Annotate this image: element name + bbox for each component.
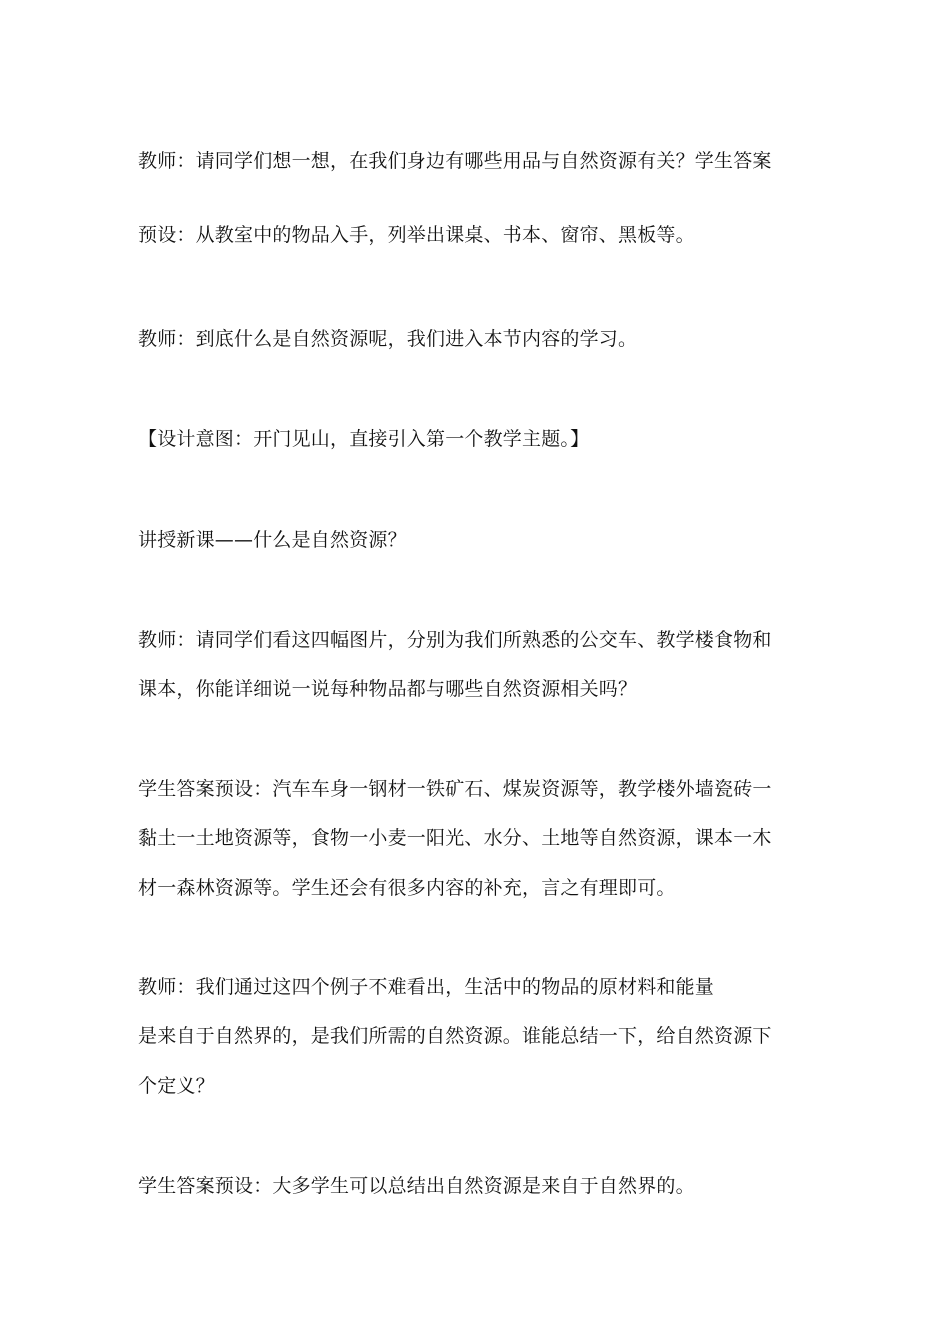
paragraph-line: 学生答案预设：汽车车身一钢材一铁矿石、煤炭资源等，教学楼外墙瓷砖一 xyxy=(138,778,772,800)
paragraph-line: 个定义？ xyxy=(138,1075,215,1097)
paragraph-line: 教师：到底什么是自然资源呢，我们进入本节内容的学习。 xyxy=(138,328,638,350)
design-intent-line: 【设计意图：开门见山，直接引入第一个教学主题。】 xyxy=(138,428,590,450)
paragraph-line: 学生答案预设：大多学生可以总结出自然资源是来自于自然界的。 xyxy=(138,1175,695,1197)
section-heading: 讲授新课——什么是自然资源？ xyxy=(138,529,407,551)
paragraph-line: 预设：从教室中的物品入手，列举出课桌、书本、窗帘、黑板等。 xyxy=(138,224,695,246)
paragraph-line: 教师：我们通过这四个例子不难看出，生活中的物品的原材料和能量 xyxy=(138,976,715,998)
paragraph-line: 材一森林资源等。学生还会有很多内容的补充，言之有理即可。 xyxy=(138,877,676,899)
paragraph-line: 是来自于自然界的，是我们所需的自然资源。谁能总结一下，给自然资源下 xyxy=(138,1025,772,1047)
paragraph-line: 课本，你能详细说一说每种物品都与哪些自然资源相关吗？ xyxy=(138,678,638,700)
paragraph-line: 教师：请同学们看这四幅图片，分别为我们所熟悉的公交车、教学楼食物和 xyxy=(138,629,772,651)
paragraph-line: 黏土一土地资源等，食物一小麦一阳光、水分、土地等自然资源，课本一木 xyxy=(138,827,772,849)
paragraph-line: 教师：请同学们想一想，在我们身边有哪些用品与自然资源有关？学生答案 xyxy=(138,150,772,172)
